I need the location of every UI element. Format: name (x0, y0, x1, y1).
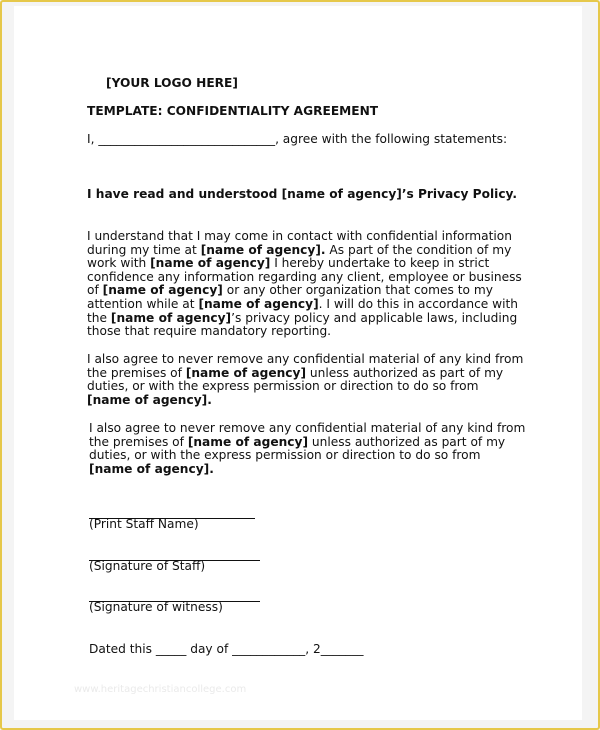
paragraph-text: or any other organization that comes to my (222, 283, 493, 298)
paragraph-text: those that require mandatory reporting. (87, 324, 332, 339)
dated-label: Dated this (89, 642, 156, 656)
agency-placeholder: [name of agency] (198, 296, 319, 311)
paragraph-2 (87, 353, 523, 407)
paragraph-text: I also agree to never remove any confidential material of any kind from (89, 421, 526, 435)
paragraph-line (87, 244, 522, 258)
paragraph-text: I also agree to never remove any confidential material of any kind from (87, 352, 524, 366)
paragraph-line (89, 463, 525, 477)
paragraph-line (87, 380, 523, 394)
paragraph-text: the premises of (87, 365, 186, 380)
paragraph-text: As part of the condition of my (325, 242, 512, 257)
day-of-label: day of (186, 642, 233, 656)
name-blank: _____________________________ (98, 132, 276, 146)
agency-placeholder: [name of agency]. (87, 392, 212, 407)
paragraph-line (89, 422, 525, 436)
agency-placeholder: [name of agency] (150, 256, 271, 271)
document-title: TEMPLATE: CONFIDENTIALITY AGREEMENT (87, 104, 379, 118)
agency-placeholder: [name of agency] (185, 365, 307, 380)
document-page (14, 6, 582, 720)
intro-prefix: I, (87, 132, 99, 146)
paragraph-text: the (87, 310, 111, 325)
agency-placeholder: [name of agency]. (200, 242, 326, 257)
dated-line (89, 643, 363, 657)
paragraph-text: duties, or with the express permission or direction to do so from (87, 379, 479, 394)
paragraph-text: attention while at (87, 296, 199, 311)
paragraph-line (87, 367, 523, 381)
paragraph-line (87, 298, 522, 312)
paragraph-text: during my time at (87, 242, 201, 257)
paragraph-text: unless authorized as part of my (308, 434, 506, 449)
paragraph-line (87, 271, 522, 285)
paragraph-text: confidence any information regarding any client, employee or business (87, 269, 522, 284)
paragraph-1 (87, 230, 522, 339)
paragraph-line (87, 325, 522, 339)
paragraph-line (87, 284, 522, 298)
paragraph-line (87, 230, 522, 244)
statement-heading: I have read and understood [name of agency]’s Privacy Policy. (87, 187, 518, 201)
intro-line (87, 133, 507, 147)
paragraph-text: unless authorized as part of my (306, 365, 504, 380)
day-blank: _____ (155, 642, 187, 656)
print-name-label: (Print Staff Name) (89, 517, 199, 531)
intro-suffix: , agree with the following statements: (275, 132, 508, 146)
paragraph-text: work with (87, 256, 151, 271)
agency-placeholder: [name of agency] (187, 434, 309, 449)
paragraph-line (89, 436, 525, 450)
paragraph-text: I hereby undertake to keep in strict (270, 256, 490, 271)
agency-placeholder: [name of agency] (110, 310, 232, 325)
witness-signature-label: (Signature of witness) (89, 600, 223, 614)
year-prefix: , 2 (305, 642, 321, 656)
paragraph-text: . I will do this in accordance with (318, 296, 519, 311)
agency-placeholder: [name of agency]. (89, 461, 214, 476)
paragraph-line (87, 312, 522, 326)
watermark: www.heritagechristiancollege.com (74, 684, 247, 695)
staff-signature-label: (Signature of Staff) (89, 559, 206, 573)
paragraph-line (87, 394, 523, 408)
paragraph-text: I understand that I may come in contact with confidential information (87, 229, 512, 243)
paragraph-line (87, 257, 522, 271)
paragraph-text: ’s privacy policy and applicable laws, including (231, 310, 518, 325)
paragraph-line (87, 353, 523, 367)
paragraph-line (89, 449, 525, 463)
year-blank: _______ (320, 642, 364, 656)
paragraph-3 (89, 422, 525, 476)
month-blank: ____________ (232, 642, 306, 656)
paragraph-text: duties, or with the express permission or direction to do so from (89, 448, 481, 463)
paragraph-text: the premises of (89, 434, 188, 449)
agency-placeholder: [name of agency] (102, 283, 223, 298)
logo-placeholder: [YOUR LOGO HERE] (106, 76, 238, 90)
paragraph-text: of (87, 283, 103, 298)
